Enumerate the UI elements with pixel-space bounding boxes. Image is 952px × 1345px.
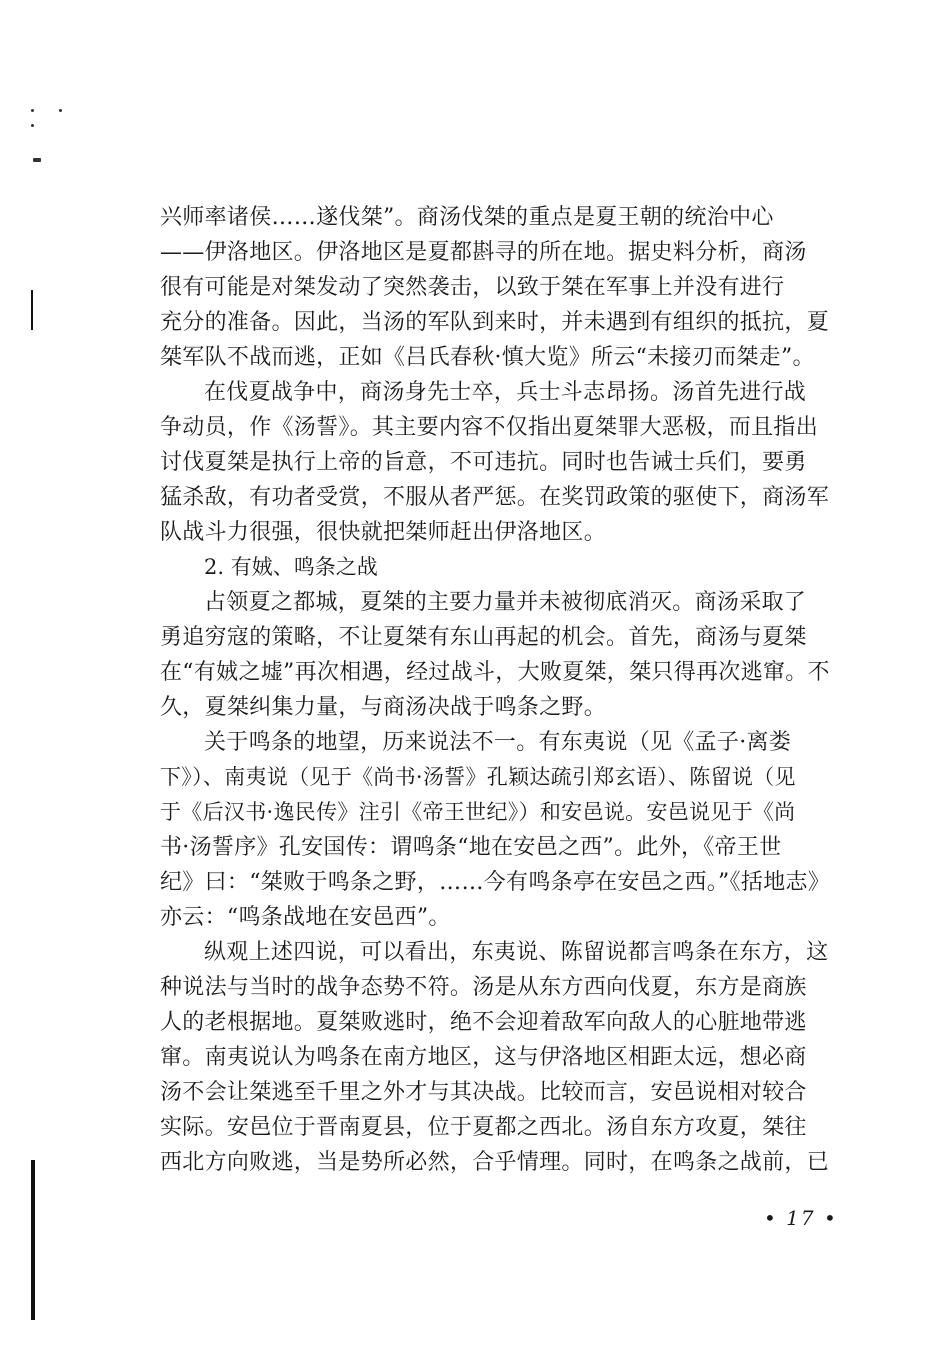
- text-line: 窜。南夷说认为鸣条在南方地区，这与伊洛地区相距太远，想必商: [160, 1045, 807, 1070]
- text-line: 很有可能是对桀发动了突然袭击，以致于桀在军事上并没有进行: [160, 275, 785, 300]
- text-line: 纵观上述四说，可以看出，东夷说、陈留说都言鸣条在东方，这: [204, 940, 829, 965]
- scan-speck: [59, 109, 62, 112]
- text-line: 纪》曰：“桀败于鸣条之野，……今有鸣条亭在安邑之西。”《括地志》: [160, 870, 831, 895]
- text-line: 在“有娀之墟”再次相遇，经过战斗，大败夏桀，桀只得再次逃窜。不: [160, 660, 830, 685]
- text-line: 书·汤誓序》孔安国传：谓鸣条“地在安邑之西”。此外，《帝王世: [160, 835, 782, 860]
- text-line: 讨伐夏桀是执行上帝的旨意，不可违抗。同时也告诫士兵们，要勇: [160, 450, 807, 475]
- text-line: 久，夏桀纠集力量，与商汤决战于鸣条之野。: [160, 695, 607, 720]
- text-line: 兴师率诸侯……遂伐桀”。商汤伐桀的重点是夏王朝的统治中心: [160, 205, 774, 230]
- text-line: 关于鸣条的地望，历来说法不一。有东夷说（见《孟子·离娄: [204, 730, 792, 755]
- text-line: 于《后汉书·逸民传》注引《帝王世纪》）和安邑说。安邑说见于《尚: [160, 800, 796, 824]
- scan-speck: [31, 124, 34, 127]
- page-number: • 17 •: [764, 1206, 838, 1230]
- text-line: 桀军队不战而逃，正如《吕氏春秋·慎大览》所云“未接刃而桀走”。: [160, 345, 815, 370]
- text-line: 猛杀敌，有功者受赏，不服从者严惩。在奖罚政策的驱使下，商汤军: [160, 485, 830, 510]
- text-line: 亦云：“鸣条战地在安邑西”。: [160, 905, 451, 930]
- text-line: ——伊洛地区。伊洛地区是夏都斟寻的所在地。据史料分析，商汤: [160, 240, 807, 265]
- text-line: 汤不会让桀逃至千里之外才与其决战。比较而言，安邑说相对较合: [160, 1080, 807, 1105]
- text-line: 人的老根据地。夏桀败逃时，绝不会迎着敌军向敌人的心脏地带逃: [160, 1010, 807, 1035]
- text-line: 种说法与当时的战争态势不符。汤是从东方西向伐夏，东方是商族: [160, 975, 807, 1000]
- text-line: 勇追穷寇的策略，不让夏桀有东山再起的机会。首先，商汤与夏桀: [160, 625, 807, 650]
- body-text: [160, 200, 860, 1180]
- text-line: 实际。安邑位于晋南夏县，位于夏都之西北。汤自东方攻夏，桀往: [160, 1115, 807, 1140]
- text-line: 争动员，作《汤誓》。其主要内容不仅指出夏桀罪大恶极，而且指出: [160, 415, 819, 440]
- binding-edge-mark: [31, 290, 33, 330]
- scan-speck: [31, 109, 34, 112]
- text-line: 充分的准备。因此，当汤的军队到来时，并未遇到有组织的抵抗，夏: [160, 310, 830, 335]
- text-line: 西北方向败逃，当是势所必然，合乎情理。同时，在鸣条之战前，已: [160, 1150, 830, 1175]
- section-heading: 2. 有娀、鸣条之战: [204, 555, 378, 579]
- scan-speck: [33, 158, 41, 162]
- binding-edge-mark: [31, 1160, 35, 1320]
- text-line: 队战斗力很强，很快就把桀师赶出伊洛地区。: [160, 520, 607, 545]
- text-line: 在伐夏战争中，商汤身先士卒，兵士斗志昂扬。汤首先进行战: [204, 380, 807, 405]
- text-line: 占领夏之都城，夏桀的主要力量并未被彻底消灭。商汤采取了: [204, 590, 807, 615]
- text-line: 下》）、南夷说（见于《尚书·汤誓》孔颖达疏引郑玄语）、陈留说（见: [160, 765, 796, 789]
